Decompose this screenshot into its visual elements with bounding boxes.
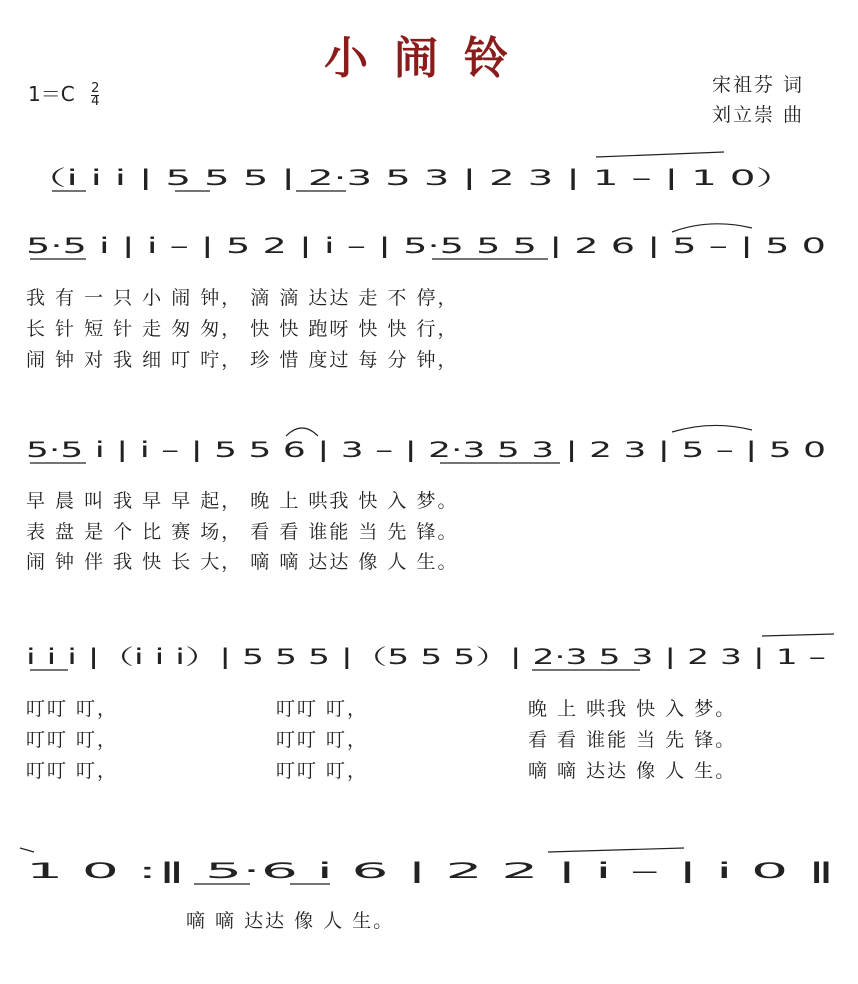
score-line-4	[26, 634, 834, 670]
verse-c-left-2: 叮叮 叮，	[26, 729, 119, 751]
composer-credit: 刘立崇 曲	[712, 104, 805, 126]
score-line-5	[20, 848, 836, 884]
tie-arc	[672, 224, 752, 232]
score-line-3	[26, 425, 826, 463]
tie-arc	[20, 848, 34, 852]
song-title: 小闹铃	[324, 33, 534, 84]
tie-arc	[672, 425, 752, 432]
verse-a-line-1: 我 有 一 只 小 闹 钟， 滴 滴 达达 走 不 停，	[26, 287, 459, 309]
notes-line-5: 1 0 :‖ 5·6 i 6 | 2 2 | i – | i 0 ‖	[26, 859, 317, 883]
verse-c-left-1: 叮叮 叮，	[26, 698, 119, 720]
coda-lyric: 嘀 嘀 达达 像 人 生。	[186, 910, 395, 932]
lyricist-credit: 宋祖芬 词	[712, 74, 805, 96]
verse-c-right-1: 晚 上 哄我 快 入 梦。	[528, 698, 737, 720]
verse-c-mid-3: 叮叮 叮，	[276, 760, 369, 782]
notes-line-1: （i i i | 5 5 5 | 2·3 5 3 | 2 3 | 1 – | 1 0）	[26, 166, 426, 190]
tie-arc	[596, 152, 724, 157]
notes-line-2: 5·5 i | i – | 5 2 | i – | 5·5 5 5 | 2 6 | 5 – | 5 0	[26, 234, 466, 258]
key-label: 1＝C	[28, 82, 75, 106]
tie-arc	[548, 848, 684, 852]
verse-c-mid-1: 叮叮 叮，	[276, 698, 369, 720]
verse-c-left-3: 叮叮 叮，	[26, 760, 119, 782]
verse-a-line-2: 长 针 短 针 走 匆 匆， 快 快 跑呀 快 快 行，	[26, 318, 459, 340]
slur-arc	[286, 428, 318, 436]
verse-c-right-2: 看 看 谁能 当 先 锋。	[528, 729, 737, 751]
score-line-2	[26, 224, 826, 259]
notes-line-4: i i i |（i i i）| 5 5 5 |（5 5 5）| 2·3 5 3 | 2 3 | 1 –	[26, 645, 512, 669]
verse-c-mid-2: 叮叮 叮，	[276, 729, 369, 751]
verse-c-right-3: 嘀 嘀 达达 像 人 生。	[528, 760, 737, 782]
score-line-1	[26, 152, 796, 191]
verse-b-line-2: 表 盘 是 个 比 赛 场， 看 看 谁能 当 先 锋。	[26, 521, 459, 543]
tie-arc	[762, 634, 834, 636]
time-signature: $\frac{2}{4}$	[91, 81, 100, 109]
verse-b-line-1: 早 晨 叫 我 早 早 起， 晚 上 哄我 快 入 梦。	[26, 490, 459, 512]
notes-line-3: 5·5 i | i – | 5 5 6 | 3 – | 2·3 5 3 | 2 3 | 5 – | 5 0	[26, 438, 493, 462]
verse-b-line-3: 闹 钟 伴 我 快 长 大， 嘀 嘀 达达 像 人 生。	[26, 551, 459, 573]
verse-a-line-3: 闹 钟 对 我 细 叮 咛， 珍 惜 度过 每 分 钟，	[26, 349, 459, 371]
